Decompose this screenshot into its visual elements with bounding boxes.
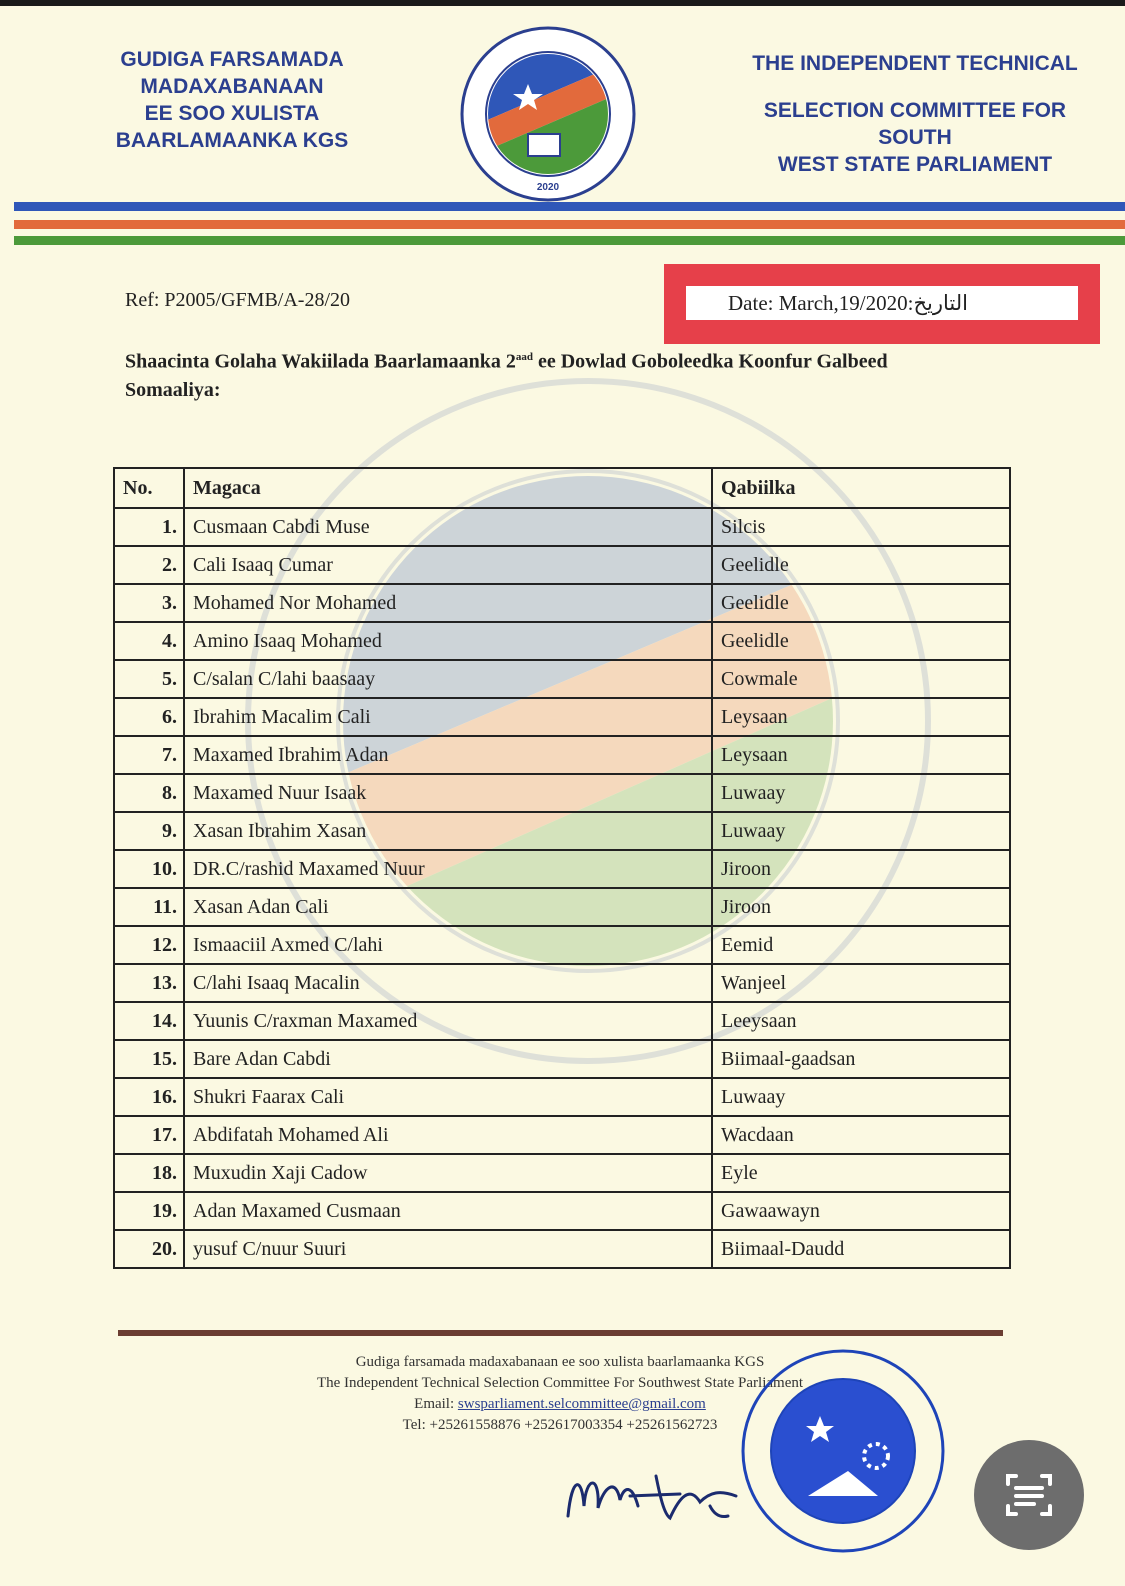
footer-telephone: Tel: +25261558876 +252617003354 +25261562723 [402,1417,718,1433]
header-english-title [730,50,1100,178]
heading-text: Shaacinta Golaha Wakiilada Baarlamaanka 2 [125,350,516,373]
document-date: Date: March,19/2020:التاريخ [728,291,968,315]
member-clan: Eyle [712,1154,1010,1192]
table-row [114,1002,1010,1040]
document-page [0,6,1125,1586]
header-stripe-green [14,236,1125,245]
table-row [114,888,1010,926]
member-clan: Biimaal-gaadsan [712,1040,1010,1078]
member-name: Abdifatah Mohamed Ali [184,1116,712,1154]
member-clan: Leysaan [712,698,1010,736]
row-number: 1. [114,508,184,546]
header-left-line: GUDIGA FARSAMADA MADAXABANAAN [120,48,344,98]
header-left-line: EE SOO XULISTA [144,102,320,125]
footer-english-name: The Independent Technical Selection Committee For Southwest State Parliament [316,1375,804,1391]
member-clan: Eemid [712,926,1010,964]
member-clan: Leeysaan [712,1002,1010,1040]
member-name: Cusmaan Cabdi Muse [184,508,712,546]
row-number: 7. [114,736,184,774]
row-number: 6. [114,698,184,736]
heading-text-continued: ee Dowlad Goboleedka Koonfur Galbeed [532,350,888,373]
row-number: 18. [114,1154,184,1192]
member-name: Yuunis C/raxman Maxamed [184,1002,712,1040]
member-clan: Leysaan [712,736,1010,774]
table-row [114,622,1010,660]
row-number: 3. [114,584,184,622]
row-number: 19. [114,1192,184,1230]
table-row [114,584,1010,622]
header-right-line: WEST STATE PARLIAMENT [777,153,1053,176]
row-number: 11. [114,888,184,926]
document-heading [125,343,1005,404]
member-clan: Wanjeel [712,964,1010,1002]
member-clan: Luwaay [712,1078,1010,1116]
table-row [114,1116,1010,1154]
member-name: Xasan Ibrahim Xasan [184,812,712,850]
member-name: Maxamed Nuur Isaak [184,774,712,812]
footer-somali-name: Gudiga farsamada madaxabanaan ee soo xulista baarlamaanka KGS [355,1354,765,1370]
member-name: Ibrahim Macalim Cali [184,698,712,736]
header-right-line: THE INDEPENDENT TECHNICAL [752,52,1078,75]
member-name: Muxudin Xaji Cadow [184,1154,712,1192]
header-stripe-orange [14,220,1125,229]
member-name: DR.C/rashid Maxamed Nuur [184,850,712,888]
member-name: C/lahi Isaaq Macalin [184,964,712,1002]
member-clan: Cowmale [712,660,1010,698]
member-name: C/salan C/lahi baasaay [184,660,712,698]
members-table [113,467,1011,1269]
column-header-number: No. [114,468,184,508]
member-name: Maxamed Ibrahim Adan [184,736,712,774]
table-row [114,774,1010,812]
member-name: Cali Isaaq Cumar [184,546,712,584]
table-row [114,964,1010,1002]
reference-number: Ref: P2005/GFMB/A-28/20 [125,289,351,311]
header-left-line: BAARLAMAANKA KGS [115,129,349,152]
row-number: 4. [114,622,184,660]
table-row [114,812,1010,850]
text-scan-button[interactable] [974,1440,1084,1550]
column-header-clan: Qabiilka [712,468,1010,508]
header-right-line: SELECTION COMMITTEE FOR SOUTH [763,99,1067,149]
member-name: Ismaaciil Axmed C/lahi [184,926,712,964]
member-name: Xasan Adan Cali [184,888,712,926]
row-number: 12. [114,926,184,964]
heading-line-2: Somaaliya: [125,378,221,401]
table-row [114,508,1010,546]
logo-year: 2020 [536,182,560,193]
text-scan-icon [974,1440,1084,1550]
table-row [114,1192,1010,1230]
row-number: 14. [114,1002,184,1040]
member-name: Mohamed Nor Mohamed [184,584,712,622]
row-number: 17. [114,1116,184,1154]
row-number: 8. [114,774,184,812]
row-number: 13. [114,964,184,1002]
heading-superscript: aad [515,351,533,363]
member-name: yusuf C/nuur Suuri [184,1230,712,1268]
row-number: 10. [114,850,184,888]
table-row [114,1154,1010,1192]
row-number: 5. [114,660,184,698]
footer-divider [118,1330,1003,1336]
table-header-row [114,468,1010,508]
member-name: Amino Isaaq Mohamed [184,622,712,660]
member-clan: Gawaawayn [712,1192,1010,1230]
table-row [114,736,1010,774]
row-number: 9. [114,812,184,850]
member-name: Bare Adan Cabdi [184,1040,712,1078]
official-stamp [738,1346,948,1556]
member-clan: Biimaal-Daudd [712,1230,1010,1268]
table-row [114,1230,1010,1268]
email-label: Email: [414,1396,455,1412]
header-stripe-blue [14,202,1125,211]
member-clan: Jiroon [712,850,1010,888]
member-clan: Wacdaan [712,1116,1010,1154]
committee-logo [458,24,638,204]
table-row [114,1078,1010,1116]
table-row [114,1040,1010,1078]
table-row [114,926,1010,964]
member-clan: Silcis [712,508,1010,546]
member-name: Adan Maxamed Cusmaan [184,1192,712,1230]
table-row [114,698,1010,736]
members-table-body [114,508,1010,1268]
email-link[interactable]: swsparliament.selcommittee@gmail.com [457,1396,706,1412]
member-clan: Jiroon [712,888,1010,926]
signature [560,1456,750,1536]
member-clan: Luwaay [712,774,1010,812]
row-number: 16. [114,1078,184,1116]
member-clan: Geelidle [712,546,1010,584]
table-row [114,546,1010,584]
member-clan: Geelidle [712,622,1010,660]
member-clan: Luwaay [712,812,1010,850]
member-clan: Geelidle [712,584,1010,622]
row-number: 15. [114,1040,184,1078]
table-row [114,660,1010,698]
member-name: Shukri Faarax Cali [184,1078,712,1116]
column-header-name: Magaca [184,468,712,508]
row-number: 2. [114,546,184,584]
row-number: 20. [114,1230,184,1268]
table-row [114,850,1010,888]
header-somali-title [32,46,432,154]
